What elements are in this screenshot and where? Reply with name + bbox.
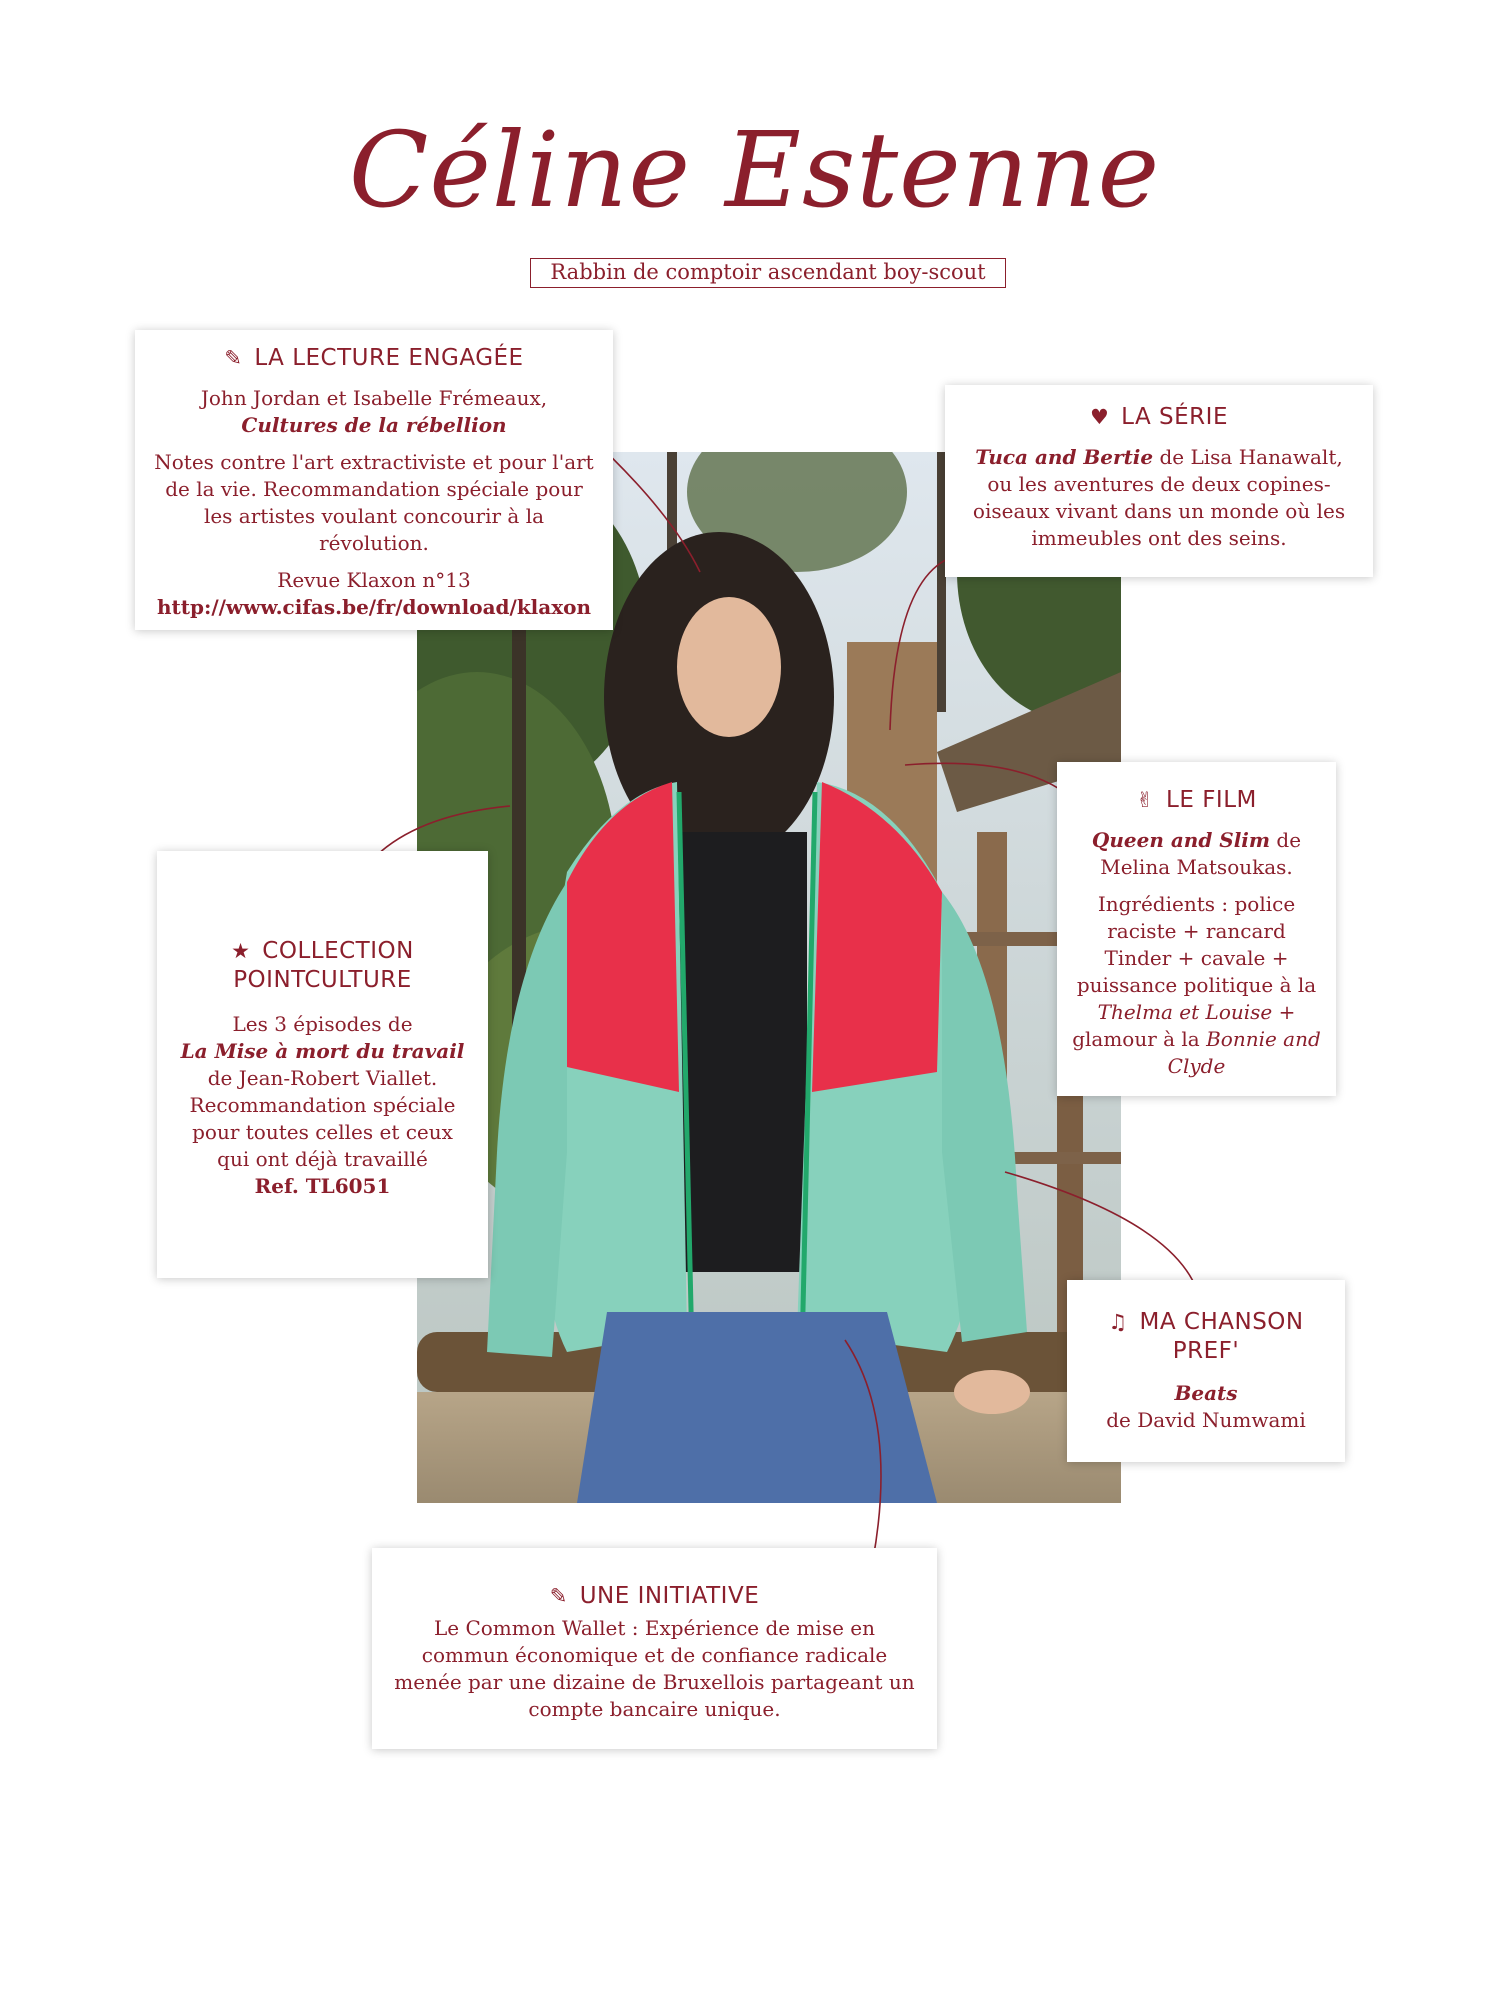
lecture-authors: John Jordan et Isabelle Frémeaux, xyxy=(200,386,548,410)
card-serie xyxy=(945,385,1373,577)
page-subtitle: Rabbin de comptoir ascendant boy-scout xyxy=(530,258,1006,288)
serie-title: Tuca and Bertie xyxy=(975,445,1154,469)
pencil-icon: ✎ xyxy=(224,346,243,370)
lecture-book-title: Cultures de la rébellion xyxy=(241,413,507,437)
card-lecture-heading: ✎ LA LECTURE ENGAGÉE xyxy=(224,345,524,371)
pencil-icon: ✎ xyxy=(549,1584,568,1608)
page-title: Céline Estenne xyxy=(348,109,1161,231)
card-initiative xyxy=(372,1548,937,1749)
card-film-heading: ✌ LE FILM xyxy=(1136,787,1257,813)
peace-hand-icon: ✌ xyxy=(1136,788,1155,812)
star-icon: ★ xyxy=(231,939,251,963)
card-collection xyxy=(157,851,488,1278)
chanson-artist: de David Numwami xyxy=(1106,1408,1306,1432)
serie-description: de Lisa Hanawalt, ou les aventures de deux copines-oiseaux vivant dans un monde où les immeubles ont des seins. xyxy=(972,445,1346,550)
collection-director: de Jean-Robert Viallet. xyxy=(207,1066,438,1090)
film-title: Queen and Slim xyxy=(1091,828,1271,852)
initiative-description: Le Common Wallet : Expérience de mise en commun économique et de confiance radicale menée par une dizaine de Bruxellois partageant un compte bancaire unique. xyxy=(394,1616,915,1721)
lecture-url-link[interactable]: http://www.cifas.be/fr/download/klaxon xyxy=(156,595,592,619)
card-initiative-heading: ✎ UNE INITIATIVE xyxy=(549,1583,760,1609)
chanson-title: Beats xyxy=(1174,1381,1238,1405)
collection-intro: Les 3 épisodes de xyxy=(232,1012,413,1036)
film-director: de Melina Matsoukas. xyxy=(1100,828,1302,879)
collection-ref: Ref. TL6051 xyxy=(254,1174,391,1198)
music-note-icon: ♫ xyxy=(1108,1310,1128,1334)
film-ref-thelma: Thelma et Louise xyxy=(1097,1000,1273,1024)
card-lecture xyxy=(135,330,613,630)
lecture-source: Revue Klaxon n°13 xyxy=(277,568,471,592)
lecture-description: Notes contre l'art extractiviste et pour l'art de la vie. Recommandation spéciale pour les artistes voulant concourir à la révolution. xyxy=(154,450,594,555)
card-chanson-heading: ♫ MA CHANSON PREF' xyxy=(1108,1309,1304,1364)
film-ingredients-a: Ingrédients : police raciste + rancard Tinder + cavale + puissance politique à la xyxy=(1076,892,1317,997)
heart-icon: ♥ xyxy=(1090,405,1110,429)
collection-title: La Mise à mort du travail xyxy=(180,1039,465,1063)
film-ref-bonnie: Bonnie and Clyde xyxy=(1167,1027,1321,1078)
card-collection-heading: ★ COLLECTION POINTCULTURE xyxy=(231,938,414,993)
card-serie-heading: ♥ LA SÉRIE xyxy=(1090,404,1228,430)
card-film xyxy=(1057,762,1336,1096)
collection-description: Recommandation spéciale pour toutes celles et ceux qui ont déjà travaillé xyxy=(189,1093,456,1171)
film-ingredients-b: + glamour à la xyxy=(1072,1000,1296,1051)
card-chanson xyxy=(1067,1280,1345,1462)
